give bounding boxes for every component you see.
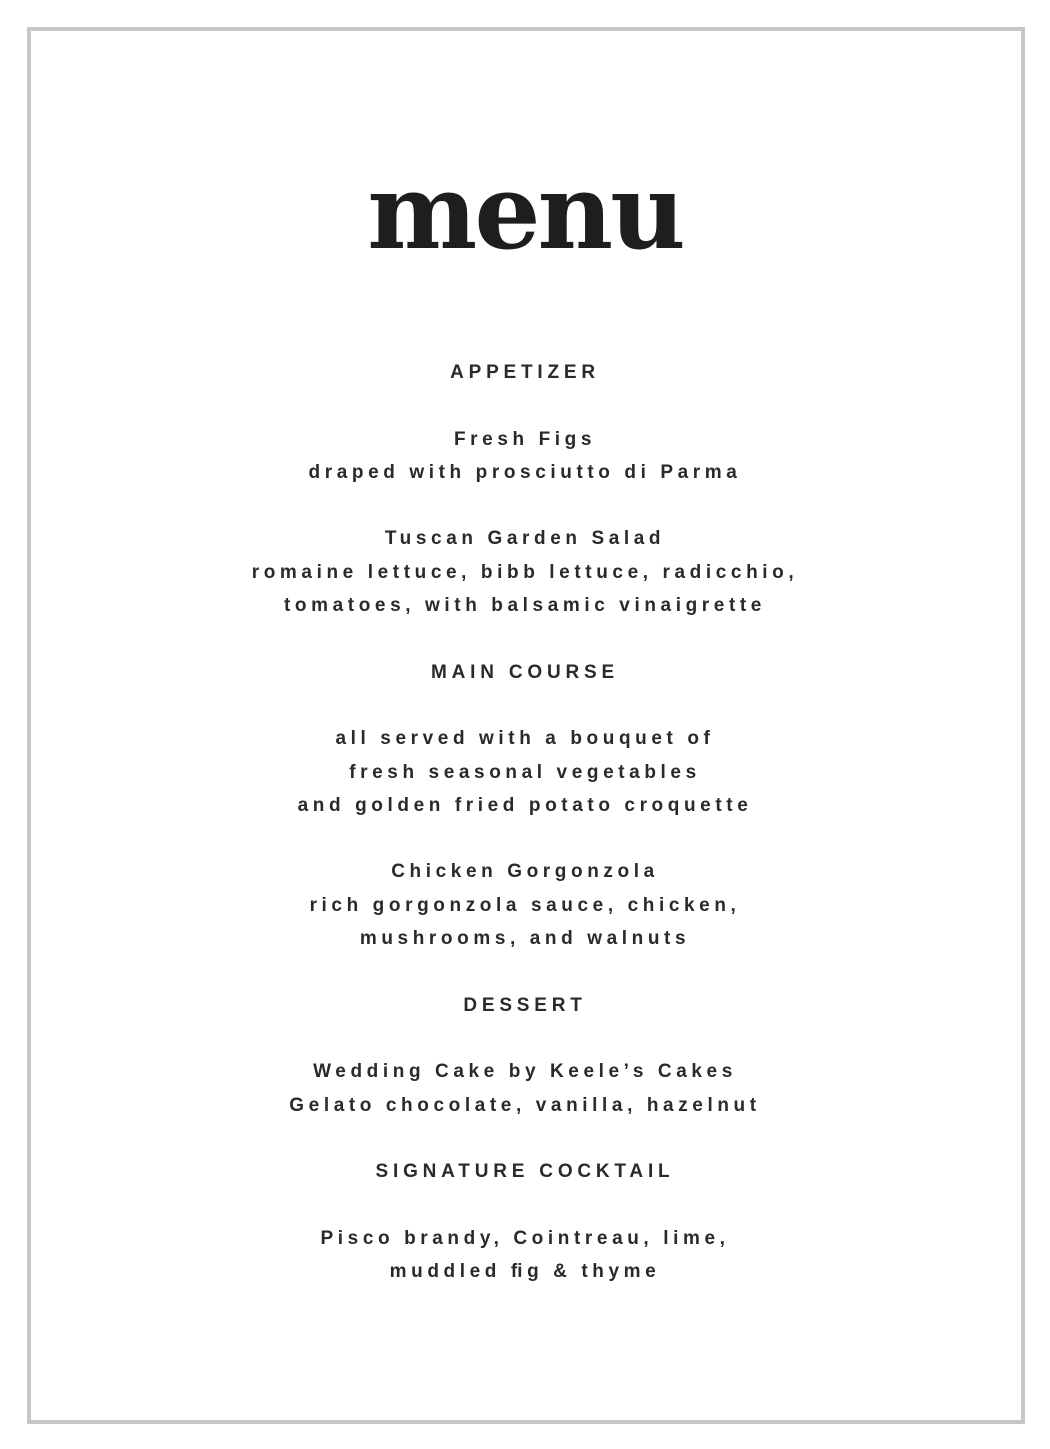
cocktail-line: Pisco brandy, Cointreau, lime,: [320, 1227, 730, 1249]
section-heading-dessert: DESSERT: [463, 994, 587, 1016]
menu-title: menu: [367, 150, 683, 273]
menu-item-description: tomatoes, with balsamic vinaigrette: [284, 595, 766, 617]
main-course-note: all served with a bouquet of: [335, 728, 715, 750]
section-heading-signature-cocktail: SIGNATURE COCKTAIL: [375, 1161, 675, 1183]
section-heading-main-course: MAIN COURSE: [431, 661, 619, 683]
menu-item-name: Fresh Figs: [453, 428, 597, 450]
dessert-line: Gelato chocolate, vanilla, hazelnut: [289, 1094, 761, 1116]
menu-item-description: mushrooms, and walnuts: [359, 928, 691, 950]
cocktail-line: muddled ﬁg & thyme: [389, 1261, 661, 1283]
menu-item-description: draped with prosciutto di Parma: [308, 461, 742, 483]
menu-content: [0, 356, 1050, 1288]
main-course-note: and golden fried potato croquette: [297, 794, 753, 816]
menu-item-name: Chicken Gorgonzola: [391, 861, 659, 883]
menu-item-description: rich gorgonzola sauce, chicken,: [309, 894, 741, 916]
dessert-line: Wedding Cake by Keele’s Cakes: [313, 1061, 737, 1083]
menu-item-description: romaine lettuce, bibb lettuce, radicchio,: [251, 561, 799, 583]
main-course-note: fresh seasonal vegetables: [349, 761, 701, 783]
menu-item-name: Tuscan Garden Salad: [384, 528, 666, 550]
section-heading-appetizer: APPETIZER: [450, 362, 600, 383]
